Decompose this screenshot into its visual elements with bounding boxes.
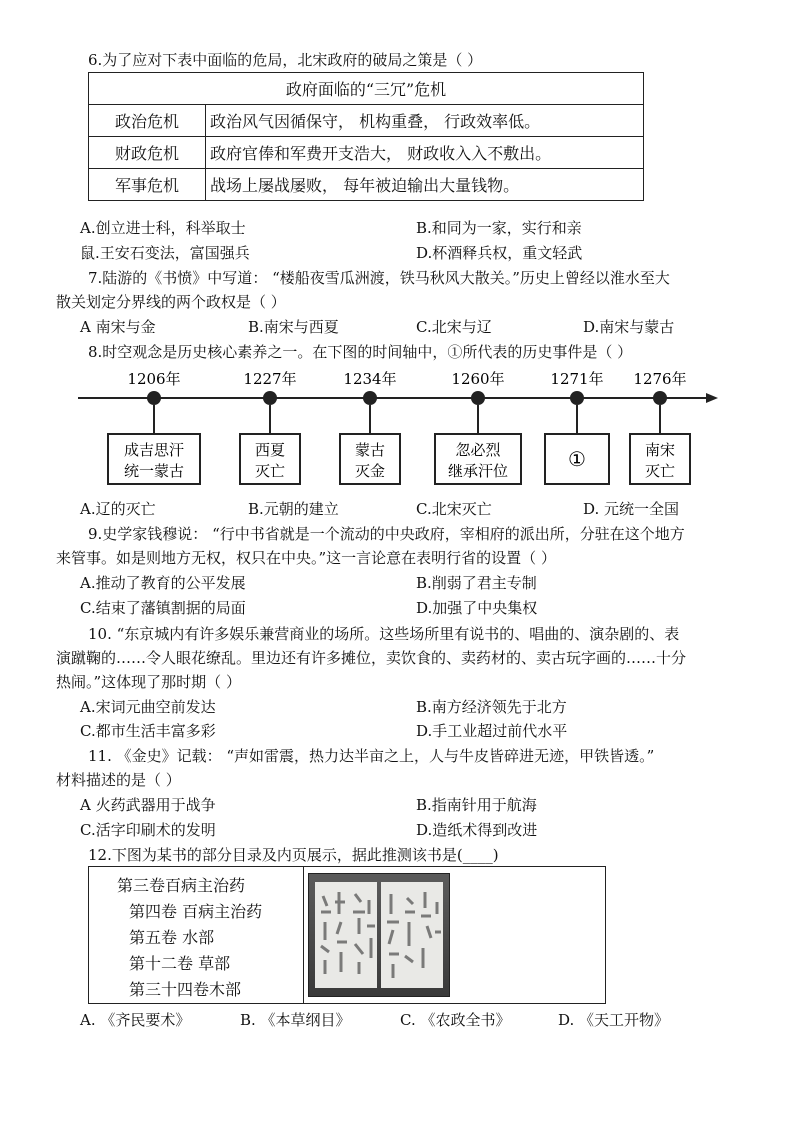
timeline-node	[471, 391, 485, 405]
q6-option-c[interactable]: 鼠.王安石变法，富国强兵	[80, 244, 250, 262]
timeline-diagram	[70, 360, 730, 490]
timeline-event-label: ①	[568, 447, 586, 471]
table-of-contents	[89, 867, 304, 1003]
toc-item: 第四卷 百病主治药	[129, 902, 263, 921]
q10-stem-line2: 演蹴鞠的……令人眼花缭乱。里边还有许多摊位，卖饮食的、卖药材的、卖古玩字画的……十分	[56, 649, 687, 667]
q11-option-d[interactable]: D.造纸术得到改进	[416, 821, 538, 839]
q7-option-b[interactable]: B.南宋与西夏	[248, 318, 339, 336]
timeline-year: 1227年	[243, 370, 297, 388]
table-row	[89, 137, 644, 169]
timeline-node	[147, 391, 161, 405]
q11-option-b[interactable]: B.指南针用于航海	[416, 796, 537, 814]
toc-item: 第三十四卷木部	[129, 980, 242, 999]
timeline-year: 1260年	[451, 370, 505, 388]
q9-option-a[interactable]: A.推动了教育的公平发展	[80, 574, 246, 592]
timeline-event-label: 西夏	[254, 441, 286, 459]
q9-stem-line2: 来管事。如是则地方无权，权只在中央。”这一言论意在表明行省的设置（ ）	[56, 549, 556, 567]
q6-option-d[interactable]: D.杯酒释兵权，重文轻武	[416, 244, 583, 262]
q11-stem-line2: 材料描述的是（ ）	[56, 771, 181, 789]
timeline-event-label: 统一蒙古	[123, 462, 185, 480]
book-page-photo	[308, 873, 450, 997]
timeline-event-label: 蒙古	[354, 441, 386, 459]
crisis-table	[88, 72, 644, 201]
q10-stem-line3: 热闹。”这体现了那时期（ ）	[56, 673, 241, 691]
q7-option-c[interactable]: C.北宋与辽	[416, 318, 492, 336]
toc-item: 第十二卷 草部	[129, 954, 231, 973]
timeline-event-label: 灭亡	[644, 462, 676, 480]
q7-stem-line2: 散关划定分界线的两个政权是（ ）	[56, 293, 286, 311]
q6-option-b[interactable]: B.和同为一家，实行和亲	[416, 219, 582, 237]
q9-stem-line1: 9.史学家钱穆说： “行中书省就是一个流动的中央政府，宰相府的派出所，分驻在这个地方	[88, 525, 685, 543]
timeline-event-label: 继承汗位	[447, 462, 509, 480]
toc-item: 第五卷 水部	[129, 928, 215, 947]
row-label: 军事危机	[89, 169, 206, 201]
q10-option-a[interactable]: A.宋词元曲空前发达	[80, 698, 216, 716]
toc-item: 第三卷百病主治药	[117, 876, 246, 895]
row-text: 政治风气因循保守， 机构重叠， 行政效率低。	[206, 105, 644, 137]
q12-option-d[interactable]: D. 《天工开物》	[558, 1011, 670, 1029]
q8-option-c[interactable]: C.北宋灭亡	[416, 500, 492, 518]
row-label: 财政危机	[89, 137, 206, 169]
timeline-arrow-icon	[706, 393, 718, 403]
book-left-page	[315, 882, 377, 988]
q7-stem-line1: 7.陆游的《书愤》中写道： “楼船夜雪瓜洲渡，铁马秋风大散关。”历史上曾经以淮水至大	[88, 269, 670, 287]
timeline-event-label: 灭亡	[254, 462, 286, 480]
q7-option-d[interactable]: D.南宋与蒙古	[583, 318, 675, 336]
timeline-node	[363, 391, 377, 405]
q9-option-b[interactable]: B.削弱了君主专制	[416, 574, 537, 592]
row-text: 政府官俸和军费开支浩大， 财政收入入不敷出。	[206, 137, 644, 169]
timeline-node	[263, 391, 277, 405]
q11-option-c[interactable]: C.活字印刷术的发明	[80, 821, 216, 839]
q8-option-b[interactable]: B.元朝的建立	[248, 500, 339, 518]
q12-stem: 12.下图为某书的部分目录及内页展示，据此推测该书是(____)	[88, 846, 499, 864]
q12-option-a[interactable]: A. 《齐民要术》	[80, 1011, 191, 1029]
row-text: 战场上屡战屡败， 每年被迫输出大量钱物。	[206, 169, 644, 201]
timeline-year: 1206年	[127, 370, 181, 388]
q11-stem-line1: 11. 《金史》记载： “声如雷震，热力达半亩之上，人与牛皮皆碎进无迹，甲铁皆透。”	[88, 747, 655, 765]
q6-option-a[interactable]: A.创立进士科，科举取士	[80, 219, 246, 237]
book-figure	[88, 866, 606, 1004]
q11-option-a[interactable]: A 火药武器用于战争	[80, 796, 216, 814]
q9-option-d[interactable]: D.加强了中央集权	[416, 599, 538, 617]
timeline-year: 1271年	[550, 370, 604, 388]
q12-option-c[interactable]: C. 《农政全书》	[400, 1011, 511, 1029]
q10-option-d[interactable]: D.手工业超过前代水平	[416, 722, 568, 740]
q8-option-a[interactable]: A.辽的灭亡	[80, 500, 156, 518]
timeline-event-label: 成吉思汗	[123, 441, 185, 459]
row-label: 政治危机	[89, 105, 206, 137]
timeline-year: 1276年	[633, 370, 687, 388]
q8-stem: 8.时空观念是历史核心素养之一。在下图的时间轴中，①所代表的历史事件是（ ）	[88, 343, 633, 361]
timeline-node	[570, 391, 584, 405]
handwriting-marks	[315, 882, 377, 988]
q7-option-a[interactable]: A 南宋与金	[80, 318, 156, 336]
q10-option-c[interactable]: C.都市生活丰富多彩	[80, 722, 216, 740]
book-right-page	[381, 882, 443, 988]
handwriting-marks	[381, 882, 443, 988]
table-row	[89, 169, 644, 201]
timeline-event-label: 灭金	[354, 462, 386, 480]
crisis-table-header: 政府面临的“三冗”危机	[89, 73, 644, 105]
q10-option-b[interactable]: B.南方经济领先于北方	[416, 698, 567, 716]
q6-stem: 6.为了应对下表中面临的危局，北宋政府的破局之策是（ ）	[88, 51, 483, 69]
timeline-event-label: 南宋	[644, 441, 676, 459]
timeline-node	[653, 391, 667, 405]
q10-stem-line1: 10. “东京城内有许多娱乐兼营商业的场所。这些场所里有说书的、唱曲的、演杂剧的、表	[88, 625, 680, 643]
q8-option-d[interactable]: D. 元统一全国	[583, 500, 680, 518]
timeline-event-label: 忽必烈	[455, 441, 501, 459]
q9-option-c[interactable]: C.结束了藩镇割据的局面	[80, 599, 246, 617]
q12-option-b[interactable]: B. 《本草纲目》	[240, 1011, 351, 1029]
timeline-year: 1234年	[343, 370, 397, 388]
table-row	[89, 105, 644, 137]
